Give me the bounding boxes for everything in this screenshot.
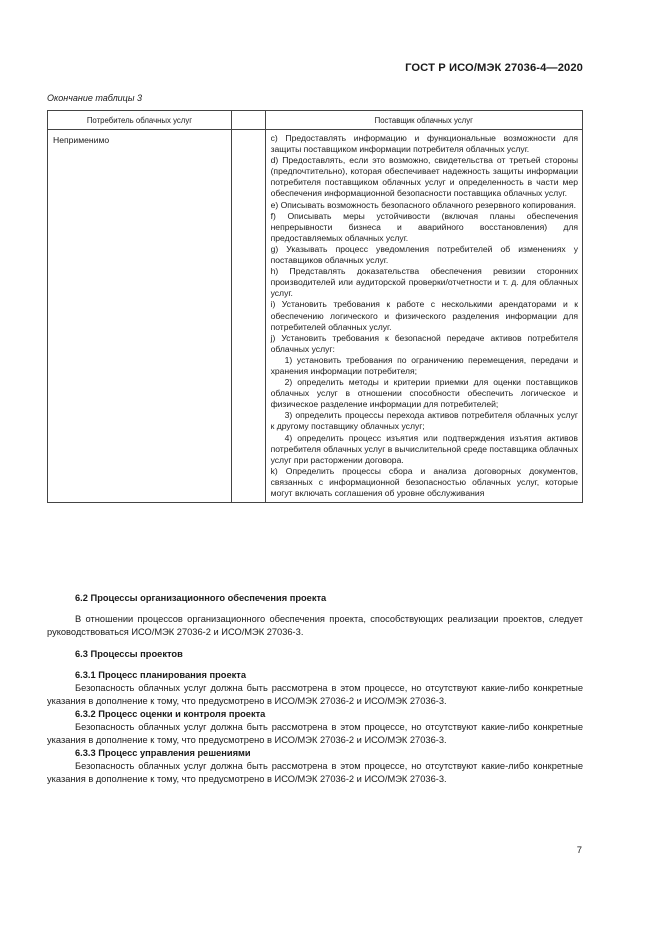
section-paragraph: Безопасность облачных услуг должна быть рассмотрена в этом процессе, но отсутствуют какие-либо конкретные указания в дополнение к тому, что предусмотрено в ИСО/МЭК 27036-2 и ИСО/МЭК 27036-3. [47, 683, 583, 706]
sub-list-item: 2) определить методы и критерии приемки для оценки поставщиков облачных услуг в отношении способности обеспечить логическое и физическое разделение информации для потребителей; [270, 377, 578, 410]
blank-cell [231, 130, 265, 503]
consumer-cell: Неприменимо [48, 130, 232, 503]
sub-list-item: 1) установить требования по ограничению перемещения, передачи и хранения информации потребителя; [270, 354, 578, 376]
section-paragraph: Безопасность облачных услуг должна быть рассмотрена в этом процессе, но отсутствуют какие-либо конкретные указания в дополнение к тому, что предусмотрено в ИСО/МЭК 27036-2 и ИСО/МЭК 27036-3. [47, 761, 583, 784]
list-item: i) Установить требования к работе с несколькими арендаторами и к обеспечению логического и физического разделения информации для потребителей облачных услуг. [270, 299, 578, 332]
subsection-heading: 6.3.3 Процесс управления решениями [75, 748, 251, 758]
list-item: h) Представлять доказательства обеспечения ревизии сторонних производителей или аудиторской проверки/отчетности и т. д. для облачных услуг. [270, 266, 578, 299]
provider-cell [265, 130, 582, 503]
list-item: e) Описывать возможность безопасного облачного резервного копирования. [270, 199, 577, 210]
column-header-blank [231, 111, 265, 130]
table-header-row [48, 111, 583, 130]
subsection-heading: 6.3.1 Процесс планирования проекта [75, 670, 246, 680]
column-header-consumer: Потребитель облачных услуг [48, 111, 232, 130]
section-paragraph: В отношении процессов организационного обеспечения проекта, способствующих реализации проектов, следует руководствоваться ИСО/МЭК 27036-2 и ИСО/МЭК 27036-3. [47, 614, 583, 637]
list-item: j) Установить требования к безопасной передаче активов потребителя облачных услуг: [270, 332, 578, 354]
list-item: f) Описывать меры устойчивости (включая планы обеспечения непрерывности бизнеса и аварийного восстановления) для предоставляемых облачных услуг. [270, 210, 578, 243]
column-header-provider: Поставщик облачных услуг [265, 111, 582, 130]
page-number: 7 [576, 845, 582, 856]
requirements-table [47, 110, 583, 503]
list-item: c) Предоставлять информацию и функциональные возможности для защиты поставщиком информации потребителя облачных услуг. [270, 133, 578, 155]
document-code: ГОСТ Р ИСО/МЭК 27036-4—2020 [405, 62, 583, 74]
section-6-3 [47, 648, 583, 786]
table-row [48, 130, 583, 503]
subsection-heading: 6.3.2 Процесс оценки и контроля проекта [75, 709, 266, 719]
section-heading: 6.2 Процессы организационного обеспечения проекта [75, 593, 327, 603]
sub-list-item: 3) определить процессы перехода активов потребителя облачных услуг к другому поставщику облачных услуг; [270, 410, 578, 432]
section-paragraph: Безопасность облачных услуг должна быть рассмотрена в этом процессе, но отсутствуют какие-либо конкретные указания в дополнение к тому, что предусмотрено в ИСО/МЭК 27036-2 и ИСО/МЭК 27036-3. [47, 722, 583, 745]
section-6-2 [47, 592, 583, 639]
list-item: g) Указывать процесс уведомления потребителей об изменениях у поставщиков облачных услуг. [270, 243, 578, 266]
list-item: d) Предоставлять, если это возможно, свидетельства от третьей стороны (предпочтительно), которая обеспечивает надежность защиты информации потребителя поставщиком облачных услуг и определенность в части мер обеспечения информационной безопасности поставщика облачных услуг. [270, 155, 578, 199]
table-caption: Окончание таблицы 3 [47, 93, 142, 103]
sub-list-item: 4) определить процесс изъятия или подтверждения изъятия активов потребителя облачных услуг в вычислительной среде поставщика облачных услуг при расторжении договора. [270, 432, 578, 465]
list-item: k) Определить процессы сбора и анализа договорных документов, связанных с информационной безопасностью облачных услуг, которые могут включать соглашения об уровне обслуживания [270, 465, 578, 498]
section-heading: 6.3 Процессы проектов [75, 649, 183, 659]
